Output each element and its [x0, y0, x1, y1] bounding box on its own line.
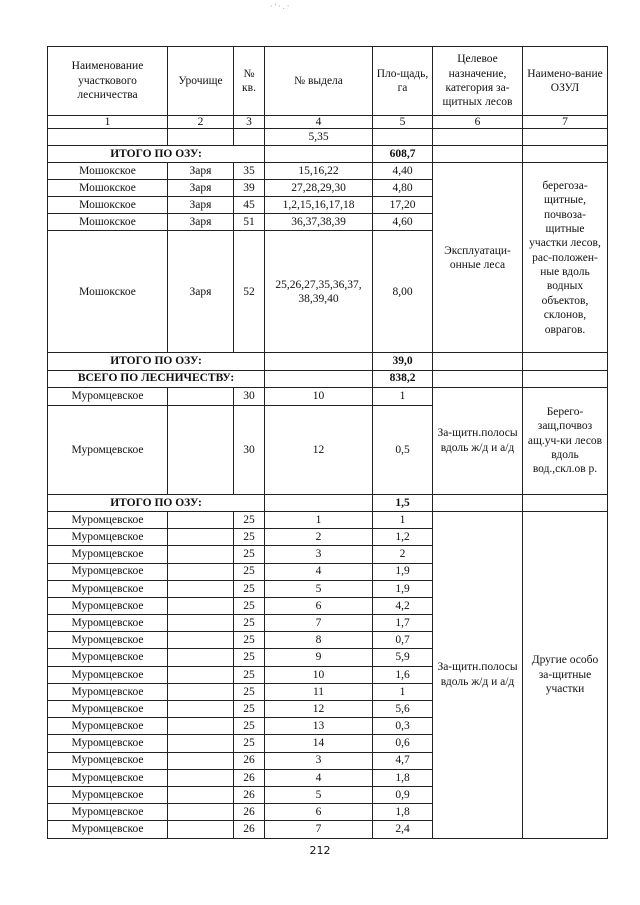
- area-cell: 1,7: [373, 615, 433, 632]
- tract-cell: [168, 735, 234, 752]
- area-cell: 4,2: [373, 597, 433, 614]
- area-cell: 1: [373, 387, 433, 405]
- purpose-cell: За-щитн.полосы вдоль ж/д и а/д: [433, 387, 523, 494]
- total-label: ВСЕГО ПО ЛЕСНИЧЕСТВУ:: [48, 370, 265, 387]
- area-cell: 4,40: [373, 163, 433, 180]
- forestry-cell: Муромцевское: [48, 804, 168, 821]
- kv-cell: 30: [234, 405, 265, 494]
- area-cell: 1,2: [373, 529, 433, 546]
- column-number: 3: [234, 116, 265, 129]
- column-number: 7: [523, 116, 608, 129]
- kv-cell: 51: [234, 214, 265, 231]
- kv-cell: 26: [234, 821, 265, 838]
- header-cell: Наименование участкового лесничества: [48, 47, 168, 116]
- tract-cell: [168, 529, 234, 546]
- kv-cell: 39: [234, 180, 265, 197]
- tract-cell: [168, 821, 234, 838]
- tract-cell: [168, 718, 234, 735]
- column-number-row: [48, 116, 608, 129]
- vydel-cell: 6: [265, 804, 373, 821]
- tract-cell: [168, 405, 234, 494]
- empty-cell: [523, 353, 608, 370]
- empty-cell: [433, 353, 523, 370]
- tract-cell: [168, 632, 234, 649]
- empty-cell: [265, 353, 373, 370]
- vydel-cell: 2: [265, 529, 373, 546]
- header-row: [48, 47, 608, 116]
- forestry-cell: Муромцевское: [48, 786, 168, 803]
- kv-cell: 25: [234, 666, 265, 683]
- forestry-cell: Муромцевское: [48, 632, 168, 649]
- vydel-cell: 9: [265, 649, 373, 666]
- vydel-cell: 25,26,27,35,36,37, 38,39,40: [265, 231, 373, 353]
- kv-cell: 25: [234, 597, 265, 614]
- total-row: [48, 370, 608, 387]
- purpose-cell: За-щитн.полосы вдоль ж/д и а/д: [433, 511, 523, 838]
- kv-cell: 25: [234, 735, 265, 752]
- forestry-cell: Муромцевское: [48, 701, 168, 718]
- forestry-cell: Мошокское: [48, 231, 168, 353]
- vydel-cell: 4: [265, 563, 373, 580]
- vydel-cell: 10: [265, 666, 373, 683]
- table-row: [48, 387, 608, 405]
- empty-cell: [265, 370, 373, 387]
- kv-cell: 26: [234, 786, 265, 803]
- kv-cell: 25: [234, 546, 265, 563]
- tract-cell: [168, 511, 234, 528]
- tract-cell: Заря: [168, 231, 234, 353]
- vydel-cell: 12: [265, 405, 373, 494]
- header-cell: Наимено-вание ОЗУЛ: [523, 47, 608, 116]
- purpose-cell: Эксплуатаци-онные леса: [433, 163, 523, 353]
- area-cell: 2: [373, 546, 433, 563]
- vydel-cell: 3: [265, 546, 373, 563]
- vydel-cell: 6: [265, 597, 373, 614]
- tract-cell: [168, 615, 234, 632]
- column-number: 5: [373, 116, 433, 129]
- tract-cell: Заря: [168, 180, 234, 197]
- tract-cell: [168, 387, 234, 405]
- area-cell: 5,6: [373, 701, 433, 718]
- table-row: [48, 163, 608, 180]
- vydel-cell: 13: [265, 718, 373, 735]
- tract-cell: Заря: [168, 163, 234, 180]
- empty-cell: [523, 494, 608, 511]
- tract-cell: [168, 597, 234, 614]
- vydel-cell: 10: [265, 387, 373, 405]
- area-cell: 1: [373, 683, 433, 700]
- kv-cell: 25: [234, 632, 265, 649]
- ozul-cell: Другие особо за-щитные участки: [523, 511, 608, 838]
- kv-cell: 26: [234, 804, 265, 821]
- vydel-cell: 5,35: [265, 129, 373, 146]
- total-row: [48, 146, 608, 163]
- total-label: ИТОГО ПО ОЗУ:: [48, 353, 265, 370]
- forestry-cell: Муромцевское: [48, 597, 168, 614]
- total-row: [48, 353, 608, 370]
- forestry-cell: Муромцевское: [48, 580, 168, 597]
- area-cell: 1,9: [373, 563, 433, 580]
- forestry-cell: Муромцевское: [48, 718, 168, 735]
- total-value: 39,0: [373, 353, 433, 370]
- scan-specks: ·'·.·: [270, 2, 292, 11]
- area-cell: 0,3: [373, 718, 433, 735]
- empty-cell: [433, 370, 523, 387]
- kv-cell: 45: [234, 197, 265, 214]
- tract-cell: Заря: [168, 214, 234, 231]
- kv-cell: 25: [234, 563, 265, 580]
- vydel-cell: 11: [265, 683, 373, 700]
- vydel-cell: 8: [265, 632, 373, 649]
- ozul-cell: берегоза-щитные, почвоза-щитные участки лесов, рас-положен-ные вдоль водных объектов, склонов, оврагов.: [523, 163, 608, 353]
- kv-cell: 26: [234, 769, 265, 786]
- area-cell: 1,8: [373, 804, 433, 821]
- forestry-cell: Муромцевское: [48, 683, 168, 700]
- tract-cell: [168, 683, 234, 700]
- area-cell: 4,80: [373, 180, 433, 197]
- vydel-cell: 14: [265, 735, 373, 752]
- kv-cell: 25: [234, 649, 265, 666]
- forestry-cell: Муромцевское: [48, 387, 168, 405]
- tract-cell: [168, 701, 234, 718]
- header-cell: № выдела: [265, 47, 373, 116]
- forestry-cell: Мошокское: [48, 180, 168, 197]
- vydel-cell: 7: [265, 615, 373, 632]
- area-cell: 0,6: [373, 735, 433, 752]
- vydel-cell: 3: [265, 752, 373, 769]
- total-value: 608,7: [373, 146, 433, 163]
- vydel-cell: 1: [265, 511, 373, 528]
- forestry-cell: Муромцевское: [48, 649, 168, 666]
- area-cell: 1,8: [373, 769, 433, 786]
- forestry-cell: Муромцевское: [48, 752, 168, 769]
- forestry-cell: Муромцевское: [48, 511, 168, 528]
- area-cell: 1,6: [373, 666, 433, 683]
- area-cell: 17,20: [373, 197, 433, 214]
- kv-cell: 25: [234, 718, 265, 735]
- total-label: ИТОГО ПО ОЗУ:: [48, 146, 265, 163]
- tract-cell: Заря: [168, 197, 234, 214]
- forestry-cell: Муромцевское: [48, 615, 168, 632]
- header-cell: Целевое назначение, категория за-щитных лесов: [433, 47, 523, 116]
- column-number: 6: [433, 116, 523, 129]
- tract-cell: [168, 666, 234, 683]
- empty-cell: [433, 494, 523, 511]
- tract-cell: [168, 546, 234, 563]
- vydel-cell: 15,16,22: [265, 163, 373, 180]
- column-number: 2: [168, 116, 234, 129]
- kv-cell: 25: [234, 529, 265, 546]
- forestry-cell: Муромцевское: [48, 405, 168, 494]
- ozul-cell: Берего-защ,почвоз ащ.уч-ки лесов вдоль вод.,скл.ов р.: [523, 387, 608, 494]
- tract-cell: [168, 563, 234, 580]
- header-cell: Урочище: [168, 47, 234, 116]
- forest-table: [47, 46, 608, 839]
- table-row: [48, 511, 608, 528]
- kv-cell: 35: [234, 163, 265, 180]
- tract-cell: [168, 649, 234, 666]
- kv-cell: 25: [234, 701, 265, 718]
- kv-cell: 25: [234, 580, 265, 597]
- continuation-row: [48, 129, 608, 146]
- forestry-cell: Мошокское: [48, 163, 168, 180]
- vydel-cell: 7: [265, 821, 373, 838]
- area-cell: 5,9: [373, 649, 433, 666]
- vydel-cell: 12: [265, 701, 373, 718]
- kv-cell: 26: [234, 752, 265, 769]
- page-number: 212: [309, 844, 331, 857]
- column-number: 4: [265, 116, 373, 129]
- forestry-cell: Муромцевское: [48, 546, 168, 563]
- area-cell: 4,7: [373, 752, 433, 769]
- forestry-cell: Муромцевское: [48, 563, 168, 580]
- area-cell: 0,7: [373, 632, 433, 649]
- forestry-cell: Мошокское: [48, 214, 168, 231]
- area-cell: 1: [373, 511, 433, 528]
- tract-cell: [168, 580, 234, 597]
- vydel-cell: 5: [265, 580, 373, 597]
- kv-cell: 25: [234, 511, 265, 528]
- total-value: 1,5: [373, 494, 433, 511]
- column-number: 1: [48, 116, 168, 129]
- header-cell: Пло-щадь, га: [373, 47, 433, 116]
- tract-cell: [168, 804, 234, 821]
- tract-cell: [168, 769, 234, 786]
- area-cell: 2,4: [373, 821, 433, 838]
- forestry-cell: Муромцевское: [48, 769, 168, 786]
- area-cell: 4,60: [373, 214, 433, 231]
- vydel-cell: 1,2,15,16,17,18: [265, 197, 373, 214]
- forestry-cell: Муромцевское: [48, 666, 168, 683]
- total-label: ИТОГО ПО ОЗУ:: [48, 494, 265, 511]
- area-cell: 0,5: [373, 405, 433, 494]
- kv-cell: 25: [234, 615, 265, 632]
- empty-cell: [265, 494, 373, 511]
- forestry-cell: Муромцевское: [48, 529, 168, 546]
- kv-cell: 25: [234, 683, 265, 700]
- area-cell: 1,9: [373, 580, 433, 597]
- tract-cell: [168, 752, 234, 769]
- vydel-cell: 36,37,38,39: [265, 214, 373, 231]
- kv-cell: 52: [234, 231, 265, 353]
- forestry-cell: Мошокское: [48, 197, 168, 214]
- header-cell: № кв.: [234, 47, 265, 116]
- total-row: [48, 494, 608, 511]
- forestry-cell: Муромцевское: [48, 821, 168, 838]
- vydel-cell: 5: [265, 786, 373, 803]
- forestry-cell: Муромцевское: [48, 735, 168, 752]
- kv-cell: 30: [234, 387, 265, 405]
- empty-cell: [523, 370, 608, 387]
- vydel-cell: 4: [265, 769, 373, 786]
- total-value: 838,2: [373, 370, 433, 387]
- area-cell: 8,00: [373, 231, 433, 353]
- area-cell: 0,9: [373, 786, 433, 803]
- tract-cell: [168, 786, 234, 803]
- vydel-cell: 27,28,29,30: [265, 180, 373, 197]
